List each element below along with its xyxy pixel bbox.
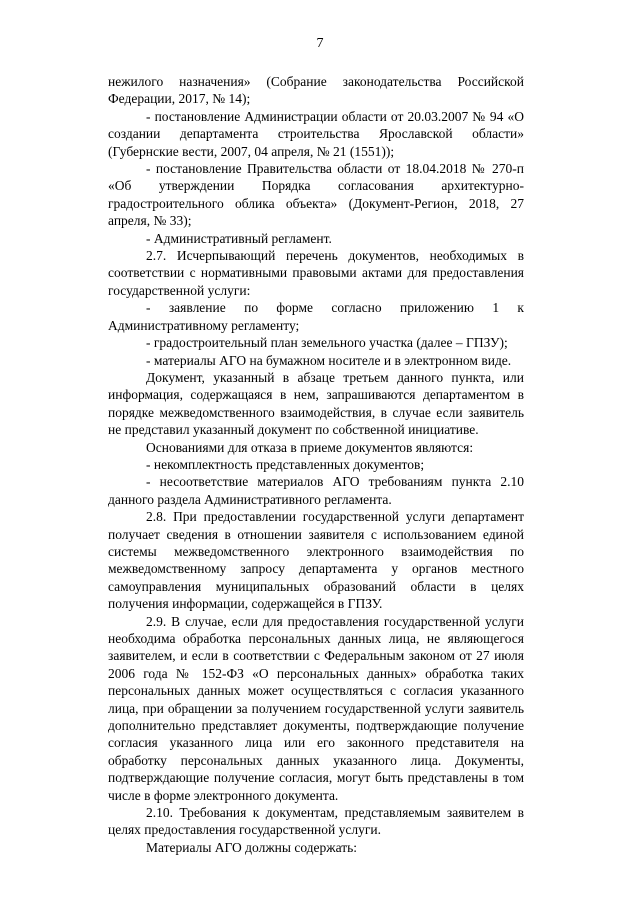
- document-body: [108, 73, 524, 856]
- paragraph-document-request: Документ, указанный в абзаце третьем данного пункта, или информация, содержащаяся в нем, запрашиваются департаментом в порядке межведомственного взаимодействия, в случае если заявитель не представил указанный документ по собственной инициативе.: [108, 369, 524, 438]
- list-item-nonconformity: - несоответствие материалов АГО требованиям пункта 2.10 данного раздела Административного регламента.: [108, 474, 524, 507]
- paragraph-2-10: 2.10. Требования к документам, представляемым заявителем в целях предоставления государственной услуги.: [108, 805, 524, 838]
- paragraph-ago-contents: Материалы АГО должны содержать:: [146, 839, 358, 855]
- paragraph-2-9: 2.9. В случае, если для предоставления государственной услуги необходима обработка персональных данных лица, не являющегося заявителем, и если в соответствии с Федеральным законом от 27 июля 2006 года № 152-ФЗ «О персональных данных» обработка таких персональных данных может осуществляться с согласия указанного лица, при обращении за получением государственной услуги заявитель дополнительно представляет документы, подтверждающие получение согласия указанного лица или его законного представителя на обработку персональных данных указанного лица. Документы, подтверждающие получение согласия, могут быть представлены в том числе в форме электронного документа.: [108, 613, 524, 803]
- paragraph-refusal-grounds: Основаниями для отказа в приеме документов являются:: [146, 439, 474, 455]
- paragraph-2-8: 2.8. При предоставлении государственной услуги департамент получает сведения в отношении заявителя с использованием единой системы межведомственного электронного взаимодействия по межведомственному запросу департамента у органов местного самоуправления муниципальных образований области в целях получения информации, содержащейся в ГПЗУ.: [108, 509, 524, 612]
- list-item-incomplete: - некомплектность представленных документов;: [146, 456, 425, 472]
- paragraph-admin-regulation: - Административный регламент.: [146, 230, 332, 246]
- list-item-ago-materials: - материалы АГО на бумажном носителе и в электронном виде.: [146, 352, 512, 368]
- paragraph-resolution-270: - постановление Правительства области от 18.04.2018 № 270-п «Об утверждении Порядка согласования архитектурно-градостроительного облика объекта» (Документ-Регион, 2018, 27 апреля, № 33);: [108, 161, 524, 229]
- paragraph-decree-94: - постановление Администрации области от 20.03.2007 № 94 «О создании департамента строительства Ярославской области» (Губернские вести, 2007, 04 апреля, № 21 (1551));: [108, 108, 524, 159]
- paragraph-continuation: нежилого назначения» (Собрание законодательства Российской Федерации, 2017, № 14);: [108, 74, 524, 107]
- page-number: 7: [316, 36, 324, 51]
- list-item-application: - заявление по форме согласно приложению 1 к Административному регламенту;: [108, 300, 524, 333]
- list-item-gpzu: - градостроительный план земельного участка (далее – ГПЗУ);: [146, 335, 508, 351]
- paragraph-2-7: 2.7. Исчерпывающий перечень документов, необходимых в соответствии с нормативными правовыми актами для предоставления государственной услуги:: [108, 248, 524, 298]
